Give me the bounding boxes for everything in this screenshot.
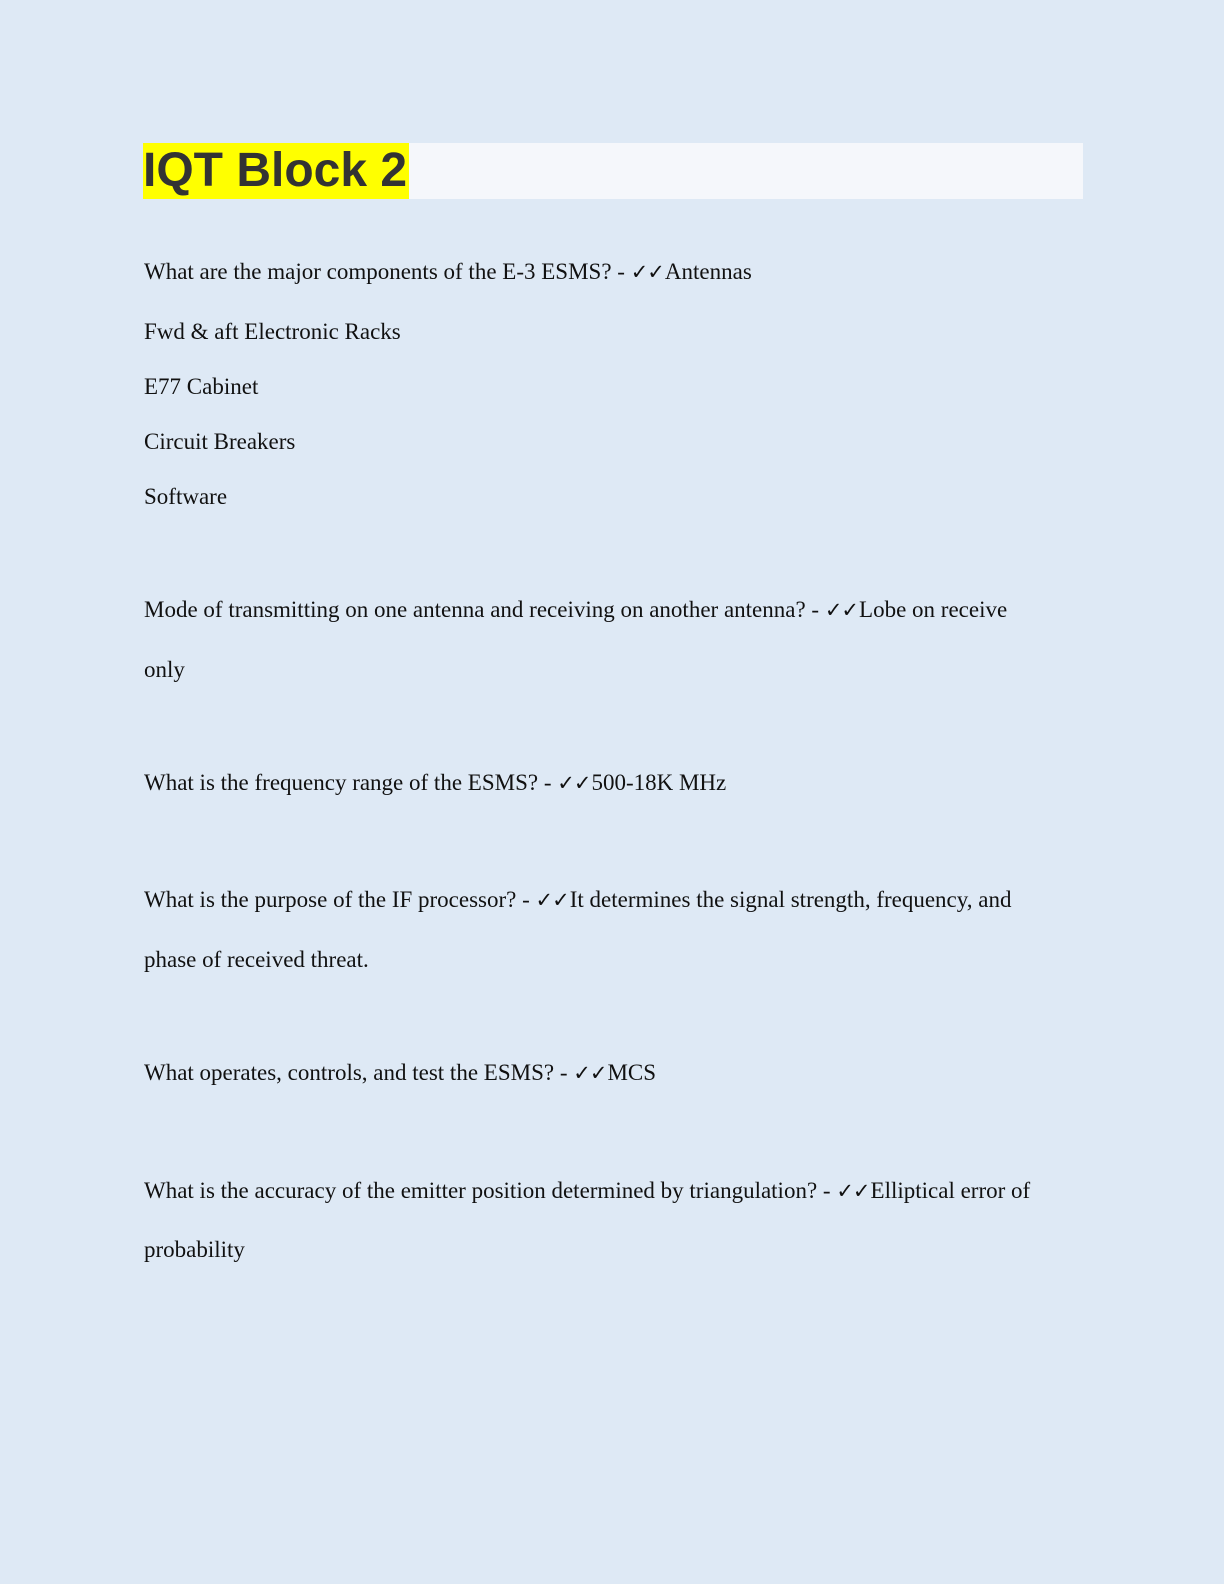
qa-1-line-1	[144, 257, 752, 287]
double-check-icon: ✓✓	[557, 771, 591, 795]
qa-5-question: What operates, controls, and test the ESMS? -	[144, 1060, 568, 1085]
double-check-icon: ✓✓	[836, 1179, 870, 1203]
qa-4-answer-line-2: phase of received threat.	[144, 947, 369, 972]
qa-1-answer-line-4: Circuit Breakers	[144, 429, 296, 454]
qa-2-question: Mode of transmitting on one antenna and receiving on another antenna? -	[144, 597, 820, 622]
qa-1-answer-line-2: Fwd & aft Electronic Racks	[144, 319, 401, 344]
qa-4-line-1	[144, 885, 1012, 915]
double-check-icon: ✓✓	[630, 260, 664, 284]
page-title: IQT Block 2	[143, 144, 408, 197]
qa-6-line-1	[144, 1176, 1030, 1206]
qa-1-question: What are the major components of the E-3 ESMS? -	[144, 259, 625, 284]
qa-4-question: What is the purpose of the IF processor? -	[144, 887, 530, 912]
qa-2-answer-line-1: Lobe on receive	[859, 597, 1008, 622]
double-check-icon: ✓✓	[573, 1061, 607, 1085]
qa-1-answer-line-5: Software	[144, 484, 228, 509]
qa-6-question: What is the accuracy of the emitter position determined by triangulation? -	[144, 1178, 831, 1203]
qa-2-line-1	[144, 595, 1007, 625]
qa-1-answer-line-3: E77 Cabinet	[144, 374, 259, 399]
double-check-icon: ✓✓	[824, 598, 859, 622]
qa-5-answer-line-1: MCS	[607, 1060, 657, 1085]
qa-4-answer-line-1: It determines the signal strength, frequency, and	[569, 887, 1012, 912]
qa-3-answer-line-1: 500-18K MHz	[591, 770, 727, 795]
qa-6-answer-line-1: Elliptical error of	[870, 1178, 1031, 1203]
double-check-icon: ✓✓	[535, 888, 569, 912]
qa-2-answer-line-2: only	[144, 657, 185, 682]
qa-3-line-1	[144, 768, 726, 798]
qa-5-line-1	[144, 1058, 656, 1088]
qa-1-answer-line-1: Antennas	[664, 259, 752, 284]
qa-3-question: What is the frequency range of the ESMS? -	[144, 770, 552, 795]
qa-6-answer-line-2: probability	[144, 1237, 245, 1262]
